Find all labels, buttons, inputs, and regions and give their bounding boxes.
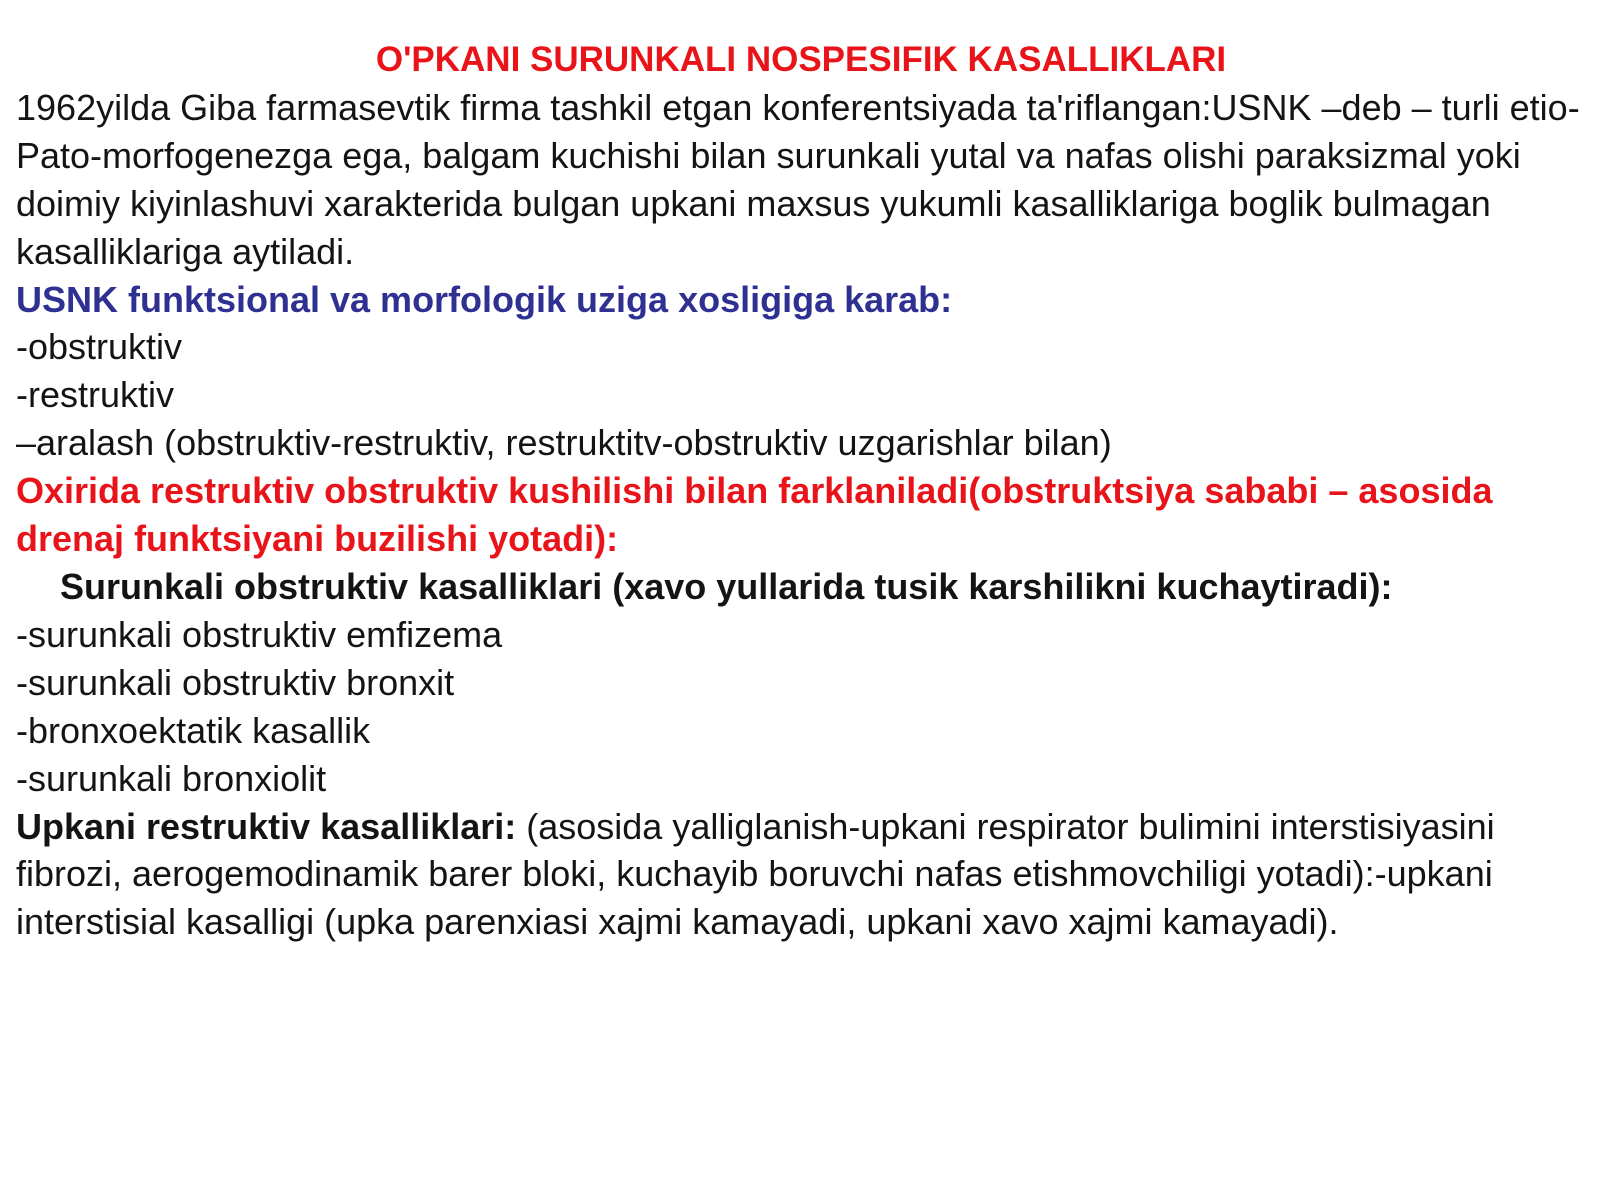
restrictive-paragraph — [16, 803, 1586, 947]
classification-item: -restruktiv — [16, 374, 175, 416]
classification-item: -obstruktiv — [16, 326, 183, 368]
slide-content — [16, 36, 1586, 946]
intro-paragraph: 1962yilda Giba farmasevtik firma tashkil etgan konferentsiyada ta'riflangan:USNK –deb – turli etio-Pato-morfogenezga ega, balgam kuchishi bilan surunkali yutal va nafas olishi paraksizmal yoki doimiy kiyinlashuvi xarakterida bulgan upkani maxsus yukumli kasalliklariga boglik bulmagan kasalliklariga aytiladi. — [16, 86, 1580, 272]
restrictive-text: (asosida yalliglanish-upkani respirator bulimini interstisiyasini fibrozi, aerogemodinamik barer bloki, kuchayib boruvchi nafas etishmovchiligi yotadi):-upkani interstisial kasalligi (upka parenxiasi xajmi kamayadi, upkani xavo xajmi kamayadi). — [16, 805, 1495, 943]
obstructive-item: -bronxoektatik kasallik — [16, 709, 371, 751]
classification-heading: USNK funktsional va morfologik uziga xosligiga karab: — [16, 278, 953, 320]
red-note: Oxirida restruktiv obstruktiv kushilishi bilan farklaniladi(obstruktsiya sababi – asosida drenaj funktsiyani buzilishi yotadi): — [16, 470, 1493, 560]
classification-item: –aralash (obstruktiv-restruktiv, restruktitv-obstruktiv uzgarishlar bilan) — [16, 422, 1112, 464]
obstructive-item: -surunkali obstruktiv emfizema — [16, 613, 503, 655]
restrictive-heading: Upkani restruktiv kasalliklari: — [16, 805, 517, 847]
obstructive-item: -surunkali bronxiolit — [16, 757, 327, 799]
obstructive-item: -surunkali obstruktiv bronxit — [16, 661, 455, 703]
obstructive-heading: Surunkali obstruktiv kasalliklari (xavo yullarida tusik karshilikni kuchaytiradi): — [60, 565, 1393, 607]
slide-title: O'PKANI SURUNKALI NOSPESIFIK KASALLIKLARI — [375, 40, 1227, 79]
